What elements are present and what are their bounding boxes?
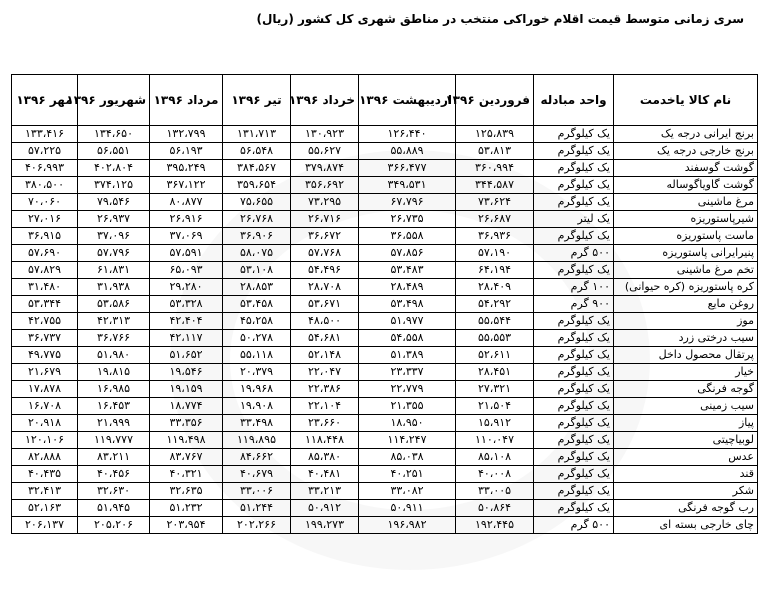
- unit-cell: یک کیلوگرم: [534, 381, 614, 398]
- price-cell: ۱۸،۷۷۴: [150, 398, 223, 415]
- price-cell: ۵۷،۲۲۵: [12, 143, 78, 160]
- item-name-cell: رب گوجه فرنگی: [614, 500, 758, 517]
- price-cell: ۲۳،۳۳۷: [359, 364, 456, 381]
- column-header: شهریور ۱۳۹۶: [78, 75, 150, 126]
- price-cell: ۵۲،۱۴۸: [291, 347, 359, 364]
- price-cell: ۲۶،۷۶۸: [223, 211, 291, 228]
- price-cell: ۵۵،۸۸۹: [359, 143, 456, 160]
- price-cell: ۳۳،۴۹۸: [223, 415, 291, 432]
- unit-cell: یک کیلوگرم: [534, 364, 614, 381]
- table-row: [12, 160, 758, 177]
- price-cell: ۷۹،۵۴۶: [78, 194, 150, 211]
- price-cell: ۲۰،۳۷۹: [223, 364, 291, 381]
- price-cell: ۳۶،۶۷۲: [291, 228, 359, 245]
- price-cell: ۵۱،۹۴۵: [78, 500, 150, 517]
- item-name-cell: پنیرایرانی پاستوریزه: [614, 245, 758, 262]
- price-cell: ۳۳،۰۰۶: [223, 483, 291, 500]
- price-cell: ۲۲،۷۷۹: [359, 381, 456, 398]
- price-cell: ۳۶۶،۴۷۷: [359, 160, 456, 177]
- price-cell: ۳۶،۹۳۶: [456, 228, 534, 245]
- unit-cell: ۱۰۰ گرم: [534, 279, 614, 296]
- price-cell: ۸۵،۳۸۰: [291, 449, 359, 466]
- table-row: [12, 415, 758, 432]
- price-cell: ۳۲،۴۱۳: [12, 483, 78, 500]
- item-name-cell: گوجه فرنگی: [614, 381, 758, 398]
- table-row: [12, 500, 758, 517]
- price-cell: ۳۳،۳۵۶: [150, 415, 223, 432]
- price-cell: ۷۵،۶۵۵: [223, 194, 291, 211]
- price-cell: ۵۰،۸۶۴: [456, 500, 534, 517]
- unit-cell: یک کیلوگرم: [534, 449, 614, 466]
- unit-cell: یک کیلوگرم: [534, 143, 614, 160]
- table-row: [12, 262, 758, 279]
- unit-cell: یک کیلوگرم: [534, 194, 614, 211]
- price-cell: ۴۲،۴۰۴: [150, 313, 223, 330]
- price-cell: ۱۹،۵۴۶: [150, 364, 223, 381]
- price-cell: ۳۳،۰۸۲: [359, 483, 456, 500]
- item-name-cell: پرتقال محصول داخل: [614, 347, 758, 364]
- price-cell: ۵۳،۴۹۸: [359, 296, 456, 313]
- table-row: [12, 279, 758, 296]
- price-cell: ۸۳،۲۱۱: [78, 449, 150, 466]
- price-cell: ۸۴،۶۶۲: [223, 449, 291, 466]
- table-row: [12, 449, 758, 466]
- table-row: [12, 211, 758, 228]
- price-cell: ۱۹۶،۹۸۲: [359, 517, 456, 534]
- column-header: واحد مبادله: [534, 75, 614, 126]
- price-cell: ۱۶،۷۰۸: [12, 398, 78, 415]
- price-cell: ۲۷،۰۱۶: [12, 211, 78, 228]
- table-row: [12, 364, 758, 381]
- price-cell: ۸۲،۸۸۸: [12, 449, 78, 466]
- price-cell: ۳۷،۰۶۹: [150, 228, 223, 245]
- price-cell: ۱۱۹،۷۷۷: [78, 432, 150, 449]
- price-cell: ۴۰،۴۸۱: [291, 466, 359, 483]
- price-cell: ۲۶،۹۳۷: [78, 211, 150, 228]
- price-cell: ۱۸،۹۵۰: [359, 415, 456, 432]
- item-name-cell: گوشت گوسفند: [614, 160, 758, 177]
- item-name-cell: کره پاستوریزه (کره حیوانی): [614, 279, 758, 296]
- price-cell: ۳۲،۶۳۰: [78, 483, 150, 500]
- table-row: [12, 483, 758, 500]
- price-cell: ۵۳،۳۲۸: [150, 296, 223, 313]
- price-cell: ۶۷،۷۹۶: [359, 194, 456, 211]
- price-cell: ۲۳،۶۶۰: [291, 415, 359, 432]
- table-row: [12, 126, 758, 143]
- price-cell: ۵۶،۱۹۳: [150, 143, 223, 160]
- price-cell: ۶۱،۸۳۱: [78, 262, 150, 279]
- price-cell: ۴۵،۲۵۸: [223, 313, 291, 330]
- price-cell: ۵۵،۶۲۷: [291, 143, 359, 160]
- unit-cell: یک کیلوگرم: [534, 466, 614, 483]
- price-cell: ۳۶۰،۹۹۴: [456, 160, 534, 177]
- price-cell: ۷۳،۶۲۴: [456, 194, 534, 211]
- price-cell: ۴۰۶،۹۹۳: [12, 160, 78, 177]
- price-cell: ۳۷،۰۹۶: [78, 228, 150, 245]
- price-cell: ۲۱،۵۰۴: [456, 398, 534, 415]
- item-name-cell: تخم مرغ ماشینی: [614, 262, 758, 279]
- item-name-cell: سیب زمینی: [614, 398, 758, 415]
- price-cell: ۳۴۴،۵۸۷: [456, 177, 534, 194]
- table-row: [12, 245, 758, 262]
- price-cell: ۵۰،۲۷۸: [223, 330, 291, 347]
- item-name-cell: ماست پاستوریزه: [614, 228, 758, 245]
- table-row: [12, 398, 758, 415]
- price-cell: ۲۶،۷۳۵: [359, 211, 456, 228]
- item-name-cell: خیار: [614, 364, 758, 381]
- price-cell: ۳۱،۹۳۸: [78, 279, 150, 296]
- price-cell: ۵۲،۶۱۱: [456, 347, 534, 364]
- price-cell: ۴۰۲،۸۰۴: [78, 160, 150, 177]
- price-cell: ۱۶،۹۸۵: [78, 381, 150, 398]
- price-cell: ۴۰،۲۵۱: [359, 466, 456, 483]
- price-cell: ۵۳،۶۷۱: [291, 296, 359, 313]
- price-cell: ۵۳،۵۸۶: [78, 296, 150, 313]
- price-cell: ۵۴،۵۵۸: [359, 330, 456, 347]
- column-header: خرداد ۱۳۹۶: [291, 75, 359, 126]
- price-cell: ۱۶،۴۵۳: [78, 398, 150, 415]
- price-cell: ۶۵،۰۹۳: [150, 262, 223, 279]
- price-cell: ۵۱،۹۸۰: [78, 347, 150, 364]
- price-cell: ۴۰،۴۵۶: [78, 466, 150, 483]
- price-cell: ۱۳۳،۴۱۶: [12, 126, 78, 143]
- unit-cell: یک کیلوگرم: [534, 347, 614, 364]
- price-cell: ۷۰،۰۶۰: [12, 194, 78, 211]
- price-cell: ۴۲،۳۱۳: [78, 313, 150, 330]
- price-cell: ۳۱،۴۸۰: [12, 279, 78, 296]
- price-cell: ۳۶،۹۰۶: [223, 228, 291, 245]
- price-cell: ۵۵،۵۴۴: [456, 313, 534, 330]
- price-cell: ۴۰،۰۰۸: [456, 466, 534, 483]
- price-cell: ۱۲۶،۴۴۰: [359, 126, 456, 143]
- price-cell: ۳۸۰،۵۰۰: [12, 177, 78, 194]
- price-cell: ۲۷،۳۲۱: [456, 381, 534, 398]
- unit-cell: یک کیلوگرم: [534, 313, 614, 330]
- price-cell: ۵۱،۹۷۷: [359, 313, 456, 330]
- price-cell: ۳۳،۲۱۳: [291, 483, 359, 500]
- item-name-cell: شکر: [614, 483, 758, 500]
- price-cell: ۶۴،۱۹۴: [456, 262, 534, 279]
- price-cell: ۴۲،۱۱۷: [150, 330, 223, 347]
- price-cell: ۲۰،۹۱۸: [12, 415, 78, 432]
- item-name-cell: موز: [614, 313, 758, 330]
- item-name-cell: گوشت گاویاگوساله: [614, 177, 758, 194]
- price-cell: ۳۳،۰۰۵: [456, 483, 534, 500]
- price-cell: ۵۷،۷۶۸: [291, 245, 359, 262]
- price-cell: ۱۱۴،۲۴۷: [359, 432, 456, 449]
- price-cell: ۳۷۴،۱۲۵: [78, 177, 150, 194]
- item-name-cell: لوبیاچیتی: [614, 432, 758, 449]
- price-cell: ۵۷،۸۲۹: [12, 262, 78, 279]
- unit-cell: یک کیلوگرم: [534, 262, 614, 279]
- price-cell: ۳۵۶،۶۹۲: [291, 177, 359, 194]
- price-cell: ۲۱،۶۷۹: [12, 364, 78, 381]
- price-cell: ۸۰،۸۷۷: [150, 194, 223, 211]
- column-header: مهر ۱۳۹۶: [12, 75, 78, 126]
- column-header: نام کالا یاخدمت: [614, 75, 758, 126]
- price-cell: ۴۲،۷۵۵: [12, 313, 78, 330]
- price-cell: ۱۱۹،۸۹۵: [223, 432, 291, 449]
- price-cell: ۵۷،۸۵۶: [359, 245, 456, 262]
- table-row: [12, 466, 758, 483]
- price-cell: ۲۰۲،۲۶۶: [223, 517, 291, 534]
- table-row: [12, 143, 758, 160]
- price-cell: ۳۷۹،۸۷۴: [291, 160, 359, 177]
- column-header: مرداد ۱۳۹۶: [150, 75, 223, 126]
- unit-cell: یک کیلوگرم: [534, 500, 614, 517]
- price-cell: ۳۵۹،۶۵۴: [223, 177, 291, 194]
- price-cell: ۵۰،۹۱۱: [359, 500, 456, 517]
- price-cell: ۱۹۲،۴۴۵: [456, 517, 534, 534]
- price-cell: ۵۸،۰۷۵: [223, 245, 291, 262]
- table-row: [12, 517, 758, 534]
- unit-cell: یک کیلوگرم: [534, 432, 614, 449]
- unit-cell: یک لیتر: [534, 211, 614, 228]
- price-cell: ۵۶،۵۵۱: [78, 143, 150, 160]
- table-row: [12, 313, 758, 330]
- price-cell: ۵۱،۲۳۲: [150, 500, 223, 517]
- price-cell: ۵۳،۴۵۸: [223, 296, 291, 313]
- item-name-cell: برنج خارجی درجه یک: [614, 143, 758, 160]
- price-cell: ۵۵،۱۱۸: [223, 347, 291, 364]
- unit-cell: یک کیلوگرم: [534, 330, 614, 347]
- table-body: [12, 126, 758, 534]
- table-row: [12, 381, 758, 398]
- table-row: [12, 432, 758, 449]
- price-cell: ۵۳،۱۰۸: [223, 262, 291, 279]
- table-row: [12, 194, 758, 211]
- price-cell: ۱۲۵،۸۳۹: [456, 126, 534, 143]
- price-cell: ۲۰۵،۲۰۶: [78, 517, 150, 534]
- price-cell: ۱۳۰،۹۲۳: [291, 126, 359, 143]
- unit-cell: ۵۰۰ گرم: [534, 517, 614, 534]
- unit-cell: یک کیلوگرم: [534, 415, 614, 432]
- item-name-cell: سیب درختی زرد: [614, 330, 758, 347]
- price-cell: ۳۶،۷۶۶: [78, 330, 150, 347]
- price-cell: ۱۲۰،۱۰۶: [12, 432, 78, 449]
- price-cell: ۳۶،۷۳۷: [12, 330, 78, 347]
- item-name-cell: عدس: [614, 449, 758, 466]
- unit-cell: یک کیلوگرم: [534, 177, 614, 194]
- price-cell: ۸۳،۷۶۷: [150, 449, 223, 466]
- unit-cell: یک کیلوگرم: [534, 398, 614, 415]
- table-row: [12, 177, 758, 194]
- price-cell: ۱۵،۹۱۲: [456, 415, 534, 432]
- price-cell: ۲۱،۹۹۹: [78, 415, 150, 432]
- price-cell: ۵۷،۶۹۰: [12, 245, 78, 262]
- unit-cell: ۵۰۰ گرم: [534, 245, 614, 262]
- unit-cell: یک کیلوگرم: [534, 126, 614, 143]
- price-cell: ۲۲،۰۴۷: [291, 364, 359, 381]
- price-cell: ۵۶،۵۴۸: [223, 143, 291, 160]
- price-cell: ۴۰،۶۷۹: [223, 466, 291, 483]
- price-cell: ۵۵،۵۵۳: [456, 330, 534, 347]
- price-cell: ۳۹۵،۲۴۹: [150, 160, 223, 177]
- unit-cell: ۹۰۰ گرم: [534, 296, 614, 313]
- item-name-cell: چای خارجی بسته ای: [614, 517, 758, 534]
- price-cell: ۲۹،۲۸۰: [150, 279, 223, 296]
- price-cell: ۱۹،۹۰۸: [223, 398, 291, 415]
- price-cell: ۲۰۶،۱۳۷: [12, 517, 78, 534]
- price-cell: ۸۵،۰۳۸: [359, 449, 456, 466]
- unit-cell: یک کیلوگرم: [534, 228, 614, 245]
- price-cell: ۴۰،۳۲۱: [150, 466, 223, 483]
- price-cell: ۲۰۳،۹۵۴: [150, 517, 223, 534]
- column-header: اردیبهشت ۱۳۹۶: [359, 75, 456, 126]
- price-cell: ۵۴،۶۸۱: [291, 330, 359, 347]
- table-row: [12, 228, 758, 245]
- price-cell: ۲۲،۳۸۶: [291, 381, 359, 398]
- price-cell: ۵۴،۴۹۶: [291, 262, 359, 279]
- item-name-cell: قند: [614, 466, 758, 483]
- price-cell: ۲۸،۴۵۱: [456, 364, 534, 381]
- price-cell: ۵۳،۳۴۴: [12, 296, 78, 313]
- price-cell: ۵۱،۳۸۹: [359, 347, 456, 364]
- price-cell: ۲۱،۳۵۵: [359, 398, 456, 415]
- price-cell: ۲۸،۷۰۸: [291, 279, 359, 296]
- price-cell: ۴۸،۵۰۰: [291, 313, 359, 330]
- price-cell: ۵۷،۱۹۰: [456, 245, 534, 262]
- price-cell: ۳۶۷،۱۲۲: [150, 177, 223, 194]
- item-name-cell: مرغ ماشینی: [614, 194, 758, 211]
- price-cell: ۱۹،۹۶۸: [223, 381, 291, 398]
- price-cell: ۳۸۴،۵۶۷: [223, 160, 291, 177]
- price-cell: ۲۲،۱۰۴: [291, 398, 359, 415]
- price-cell: ۱۹،۸۱۵: [78, 364, 150, 381]
- price-cell: ۵۱،۲۴۴: [223, 500, 291, 517]
- price-cell: ۳۶،۵۵۸: [359, 228, 456, 245]
- price-cell: ۲۶،۶۸۷: [456, 211, 534, 228]
- item-name-cell: برنج ایرانی درجه یک: [614, 126, 758, 143]
- price-cell: ۴۰،۴۳۵: [12, 466, 78, 483]
- column-header: فروردین ۱۳۹۶: [456, 75, 534, 126]
- price-cell: ۱۳۴،۶۵۰: [78, 126, 150, 143]
- price-cell: ۵۴،۲۹۲: [456, 296, 534, 313]
- price-cell: ۲۸،۴۰۹: [456, 279, 534, 296]
- price-cell: ۵۷،۷۹۶: [78, 245, 150, 262]
- price-cell: ۴۹،۷۷۵: [12, 347, 78, 364]
- price-cell: ۱۳۱،۷۱۳: [223, 126, 291, 143]
- price-cell: ۷۳،۲۹۵: [291, 194, 359, 211]
- price-cell: ۵۳،۸۱۳: [456, 143, 534, 160]
- price-cell: ۸۵،۱۰۸: [456, 449, 534, 466]
- price-cell: ۳۴۹،۵۳۱: [359, 177, 456, 194]
- header-row: [12, 75, 758, 126]
- price-cell: ۱۱۸،۴۴۸: [291, 432, 359, 449]
- price-cell: ۱۷،۸۷۸: [12, 381, 78, 398]
- unit-cell: یک کیلوگرم: [534, 483, 614, 500]
- table-row: [12, 330, 758, 347]
- column-header: تیر ۱۳۹۶: [223, 75, 291, 126]
- item-name-cell: شیرپاستوریزه: [614, 211, 758, 228]
- price-cell: ۳۲،۶۳۵: [150, 483, 223, 500]
- price-cell: ۵۰،۹۱۲: [291, 500, 359, 517]
- unit-cell: یک کیلوگرم: [534, 160, 614, 177]
- price-cell: ۲۸،۴۸۹: [359, 279, 456, 296]
- price-cell: ۵۲،۱۶۳: [12, 500, 78, 517]
- page-title: سری زمانی متوسط قیمت اقلام خوراکی منتخب در مناطق شهری کل کشور (ریال): [256, 12, 744, 26]
- price-cell: ۲۸،۸۵۳: [223, 279, 291, 296]
- item-name-cell: پیاز: [614, 415, 758, 432]
- price-cell: ۲۶،۷۱۶: [291, 211, 359, 228]
- table-row: [12, 296, 758, 313]
- price-cell: ۵۳،۴۸۳: [359, 262, 456, 279]
- price-cell: ۵۷،۵۹۱: [150, 245, 223, 262]
- price-cell: ۵۱،۶۵۲: [150, 347, 223, 364]
- table-row: [12, 347, 758, 364]
- price-table: [11, 74, 758, 534]
- price-cell: ۱۱۰،۰۴۷: [456, 432, 534, 449]
- price-cell: ۲۶،۹۱۶: [150, 211, 223, 228]
- price-cell: ۱۹۹،۲۷۳: [291, 517, 359, 534]
- price-cell: ۳۶،۹۱۵: [12, 228, 78, 245]
- price-cell: ۱۳۲،۷۹۹: [150, 126, 223, 143]
- price-cell: ۱۱۹،۴۹۸: [150, 432, 223, 449]
- price-cell: ۱۹،۱۵۹: [150, 381, 223, 398]
- item-name-cell: روغن مایع: [614, 296, 758, 313]
